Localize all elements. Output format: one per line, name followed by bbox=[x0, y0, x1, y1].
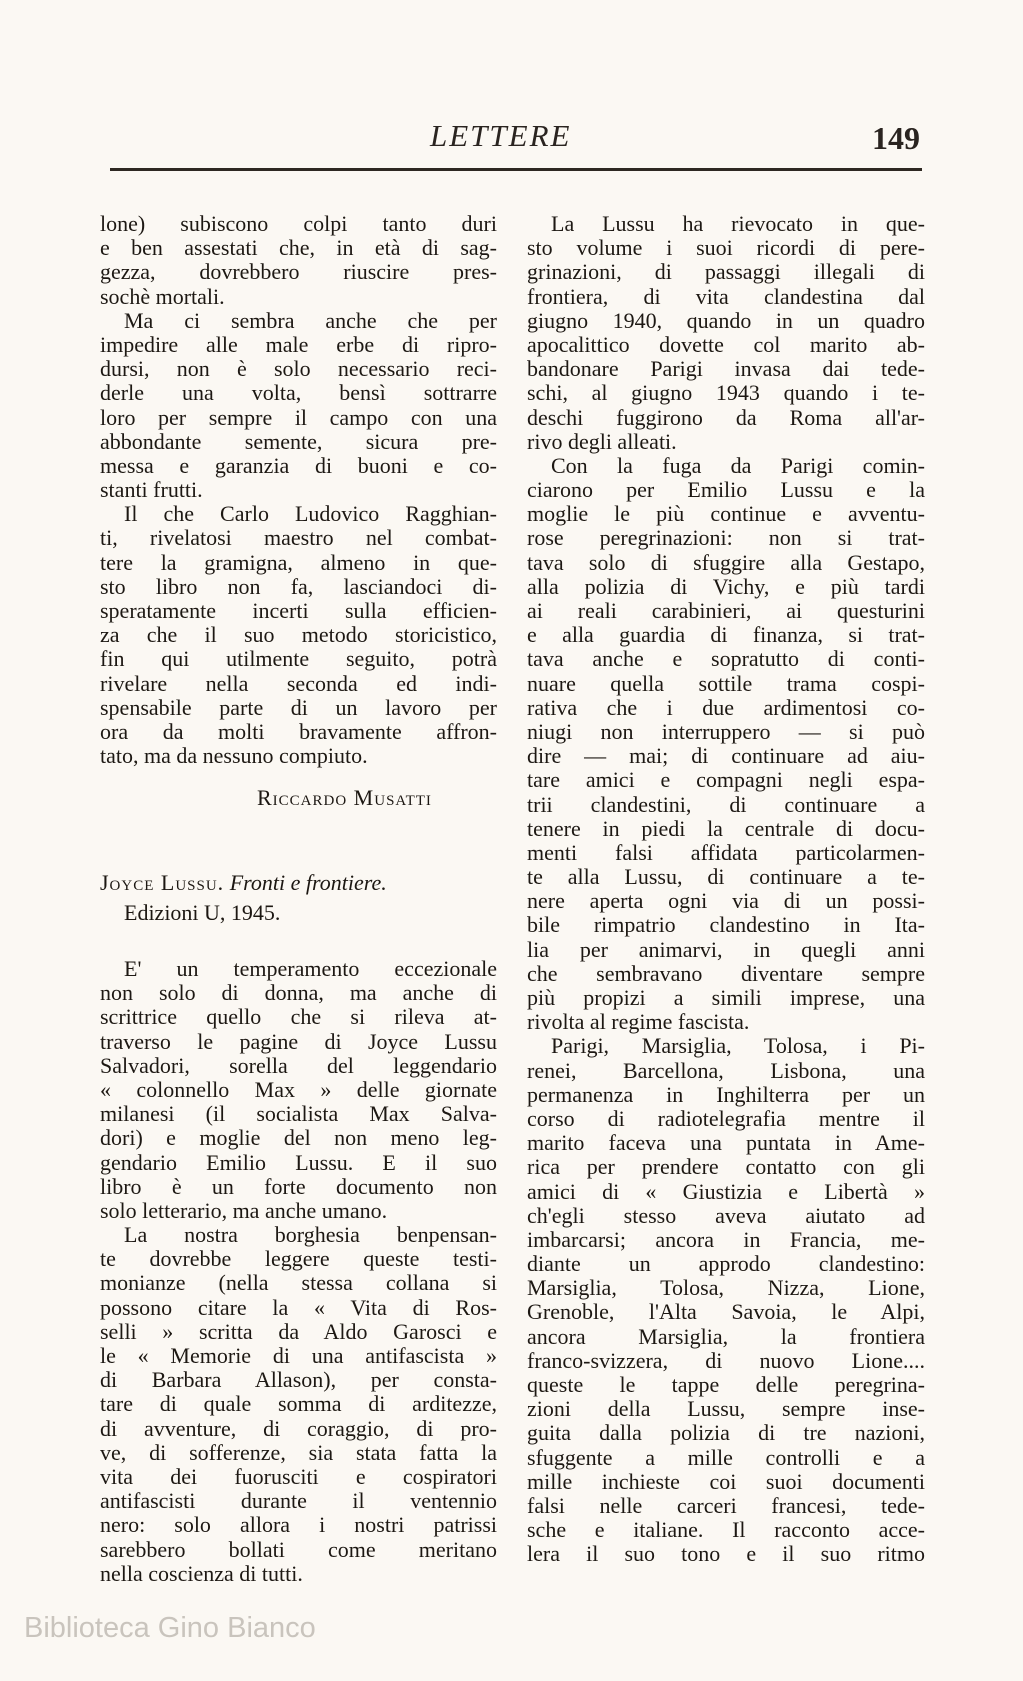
text-line: ciarono per Emilio Lussu e la bbox=[527, 478, 925, 503]
text-line: Il che Carlo Ludovico Ragghian- bbox=[124, 502, 497, 527]
library-watermark: Biblioteca Gino Bianco bbox=[24, 1612, 316, 1644]
text-line: dursi, non è solo necessario reci- bbox=[100, 357, 497, 382]
text-line: e alla guardia di finanza, si trat- bbox=[527, 623, 925, 648]
text-line: gendario Emilio Lussu. E il suo bbox=[100, 1150, 497, 1175]
text-line: di Barbara Allason), per consta- bbox=[100, 1368, 497, 1393]
text-line: giugno 1940, quando in un quadro bbox=[527, 308, 925, 333]
text-line: libro è un forte documento non bbox=[100, 1174, 497, 1199]
text-line: derle una volta, bensì sottrarre bbox=[100, 381, 497, 406]
text-line: sto libro non fa, lasciandoci di- bbox=[100, 574, 497, 599]
text-line: loro per sempre il campo con una bbox=[100, 405, 497, 430]
text-line: moglie le più continue e avventu- bbox=[527, 502, 925, 527]
text-line: te dovrebbe leggere queste testi- bbox=[100, 1247, 497, 1272]
text-line: niugi non interruppero — si può bbox=[527, 719, 925, 744]
text-line: sto volume i suoi ricordi di pere- bbox=[527, 236, 925, 261]
left-column-review-body bbox=[100, 957, 497, 1586]
text-line: dire — mai; di continuare ad aiu- bbox=[527, 744, 925, 769]
text-line: traverso le pagine di Joyce Lussu bbox=[100, 1029, 497, 1054]
text-line: menti falsi affidata particolarmen- bbox=[527, 840, 925, 865]
text-line: renei, Barcellona, Lisbona, una bbox=[527, 1058, 925, 1083]
text-line: E' un temperamento eccezionale bbox=[124, 957, 497, 981]
book-publisher: Edizioni U, 1945. bbox=[124, 900, 281, 925]
text-line: bandonare Parigi invasa dai tede- bbox=[527, 357, 925, 382]
book-author: Joyce Lussu. bbox=[100, 870, 225, 895]
text-line: fin qui utilmente seguito, potrà bbox=[100, 647, 497, 672]
text-line: tava solo di sfuggire alla Gestapo, bbox=[527, 550, 925, 575]
text-line: imbarcarsi; ancora in Francia, me- bbox=[527, 1227, 925, 1252]
text-line: messa e garanzia di buoni e co- bbox=[100, 453, 497, 478]
text-line: La Lussu ha rievocato in que- bbox=[551, 212, 925, 236]
text-line: nella coscienza di tutti. bbox=[100, 1561, 303, 1586]
text-line: monianze (nella stessa collana si bbox=[100, 1271, 497, 1296]
text-line: alla polizia di Vichy, e più tardi bbox=[527, 574, 925, 599]
book-citation bbox=[100, 868, 497, 928]
text-line: sfuggente a mille controlli e a bbox=[527, 1445, 925, 1470]
text-line: dori) e moglie del non meno leg- bbox=[100, 1126, 497, 1151]
text-line: ch'egli stesso aveva aiutato ad bbox=[527, 1203, 925, 1228]
page-number: 149 bbox=[872, 120, 920, 156]
text-line: schi, al giugno 1943 quando i te- bbox=[527, 381, 925, 406]
book-title: Fronti e frontiere. bbox=[229, 870, 387, 895]
text-line: permanenza in Inghilterra per un bbox=[527, 1082, 925, 1107]
text-line: guita dalla polizia di tre nazioni, bbox=[527, 1421, 925, 1446]
text-line: zioni della Lussu, sempre inse- bbox=[527, 1397, 925, 1422]
section-title: LETTERE bbox=[430, 118, 572, 153]
text-line: diante un approdo clandestino: bbox=[527, 1252, 925, 1277]
text-line: Salvadori, sorella del leggendario bbox=[100, 1053, 497, 1078]
text-line: nero: solo allora i nostri patrissi bbox=[100, 1513, 497, 1538]
text-line: mille inchieste coi suoi documenti bbox=[527, 1469, 925, 1494]
text-line: rivo degli alleati. bbox=[527, 429, 677, 454]
text-line: apocalittico dovette col marito ab- bbox=[527, 332, 925, 357]
text-line: e ben assestati che, in età di sag- bbox=[100, 236, 497, 261]
text-line: milanesi (il socialista Max Salva- bbox=[100, 1102, 497, 1127]
text-line: scrittrice quello che si rileva at- bbox=[100, 1005, 497, 1030]
text-line: tare amici e compagni negli espa- bbox=[527, 768, 925, 793]
text-line: nere aperta ogni via di un possi- bbox=[527, 889, 925, 914]
text-line: Grenoble, l'Alta Savoia, le Alpi, bbox=[527, 1300, 925, 1325]
text-line: stanti frutti. bbox=[100, 478, 203, 503]
text-line: possono citare la « Vita di Ros- bbox=[100, 1295, 497, 1320]
text-line: deschi fuggirono da Roma all'ar- bbox=[527, 405, 925, 430]
text-line: tava anche e sopratutto di conti- bbox=[527, 647, 925, 672]
text-line: solo letterario, ma anche umano. bbox=[100, 1198, 388, 1223]
text-line: za che il suo metodo storicistico, bbox=[100, 623, 497, 648]
text-line: selli » scritta da Aldo Garosci e bbox=[100, 1319, 497, 1344]
text-line: franco-svizzera, di nuovo Lione.... bbox=[527, 1348, 925, 1373]
text-line: vita dei fuorusciti e cospiratori bbox=[100, 1464, 497, 1489]
text-line: ve, di sofferenze, sia stata fatta la bbox=[100, 1440, 497, 1465]
text-line: Parigi, Marsiglia, Tolosa, i Pi- bbox=[551, 1034, 925, 1059]
text-line: rivolta al regime fascista. bbox=[527, 1010, 750, 1035]
text-line: che sembravano diventare sempre bbox=[527, 961, 925, 986]
text-line: tenere in piedi la centrale di docu- bbox=[527, 816, 925, 841]
text-line: marito faceva una puntata in Ame- bbox=[527, 1131, 925, 1156]
header-rule bbox=[110, 168, 922, 171]
right-column-text bbox=[527, 212, 925, 1567]
text-line: ai reali carabinieri, ai questurini bbox=[527, 599, 925, 623]
text-line: antifascisti durante il ventennio bbox=[100, 1489, 497, 1514]
text-line: frontiera, di vita clandestina dal bbox=[527, 284, 925, 309]
text-line: Con la fuga da Parigi comin- bbox=[551, 453, 925, 478]
left-column-review-end bbox=[100, 212, 497, 768]
text-line: tere la gramigna, almeno in que- bbox=[100, 550, 497, 575]
text-line: ti, rivelatosi maestro nel combat- bbox=[100, 526, 497, 551]
text-line: queste le tappe delle peregrina- bbox=[527, 1373, 925, 1397]
text-line: lera il suo tono e il suo ritmo bbox=[527, 1542, 925, 1567]
text-line: non solo di donna, ma anche di bbox=[100, 981, 497, 1006]
text-line: spensabile parte di un lavoro per bbox=[100, 695, 497, 720]
text-line: trii clandestini, di continuare a bbox=[527, 792, 925, 817]
text-line: « colonnello Max » delle giornate bbox=[100, 1077, 497, 1102]
text-line: La nostra borghesia benpensan- bbox=[124, 1223, 497, 1248]
text-line: te alla Lussu, di continuare a te- bbox=[527, 865, 925, 890]
text-line: di avventure, di coraggio, di pro- bbox=[100, 1416, 497, 1441]
text-line: rose peregrinazioni: non si trat- bbox=[527, 526, 925, 551]
text-line: rativa che i due ardimentosi co- bbox=[527, 695, 925, 720]
review-signature: Riccardo Musatti bbox=[257, 785, 432, 810]
text-line: le « Memorie di una antifascista » bbox=[100, 1344, 497, 1368]
text-line: bile rimpatrio clandestino in Ita- bbox=[527, 913, 925, 938]
text-line: sochè mortali. bbox=[100, 284, 225, 309]
text-line: abbondante semente, sicura pre- bbox=[100, 429, 497, 454]
text-line: impedire alle male erbe di ripro- bbox=[100, 332, 497, 357]
running-head bbox=[0, 118, 1023, 158]
text-line: amici di « Giustizia e Libertà » bbox=[527, 1179, 925, 1204]
text-line: speratamente incerti sulla efficien- bbox=[100, 599, 497, 623]
text-line: tare di quale somma di arditezze, bbox=[100, 1392, 497, 1417]
text-line: falsi nelle carceri francesi, tede- bbox=[527, 1493, 925, 1518]
text-line: ora da molti bravamente affron- bbox=[100, 719, 497, 744]
text-line: nuare quella sottile trama cospi- bbox=[527, 671, 925, 696]
text-line: grinazioni, di passaggi illegali di bbox=[527, 260, 925, 285]
text-line: rica per prendere contatto con gli bbox=[527, 1155, 925, 1180]
text-line: ancora Marsiglia, la frontiera bbox=[527, 1324, 925, 1349]
text-line: lone) subiscono colpi tanto duri bbox=[100, 212, 497, 236]
text-line: sarebbero bollati come meritano bbox=[100, 1537, 497, 1562]
text-line: tato, ma da nessuno compiuto. bbox=[100, 744, 368, 769]
text-line: Ma ci sembra anche che per bbox=[124, 308, 497, 333]
text-line: Marsiglia, Tolosa, Nizza, Lione, bbox=[527, 1276, 925, 1301]
text-line: corso di radiotelegrafia mentre il bbox=[527, 1106, 925, 1131]
text-line: rivelare nella seconda ed indi- bbox=[100, 671, 497, 696]
text-line: lia per animarvi, in quegli anni bbox=[527, 937, 925, 962]
text-line: più propizi a simili imprese, una bbox=[527, 986, 925, 1010]
text-line: sche e italiane. Il racconto acce- bbox=[527, 1518, 925, 1543]
text-line: gezza, dovrebbero riuscire pres- bbox=[100, 260, 497, 285]
